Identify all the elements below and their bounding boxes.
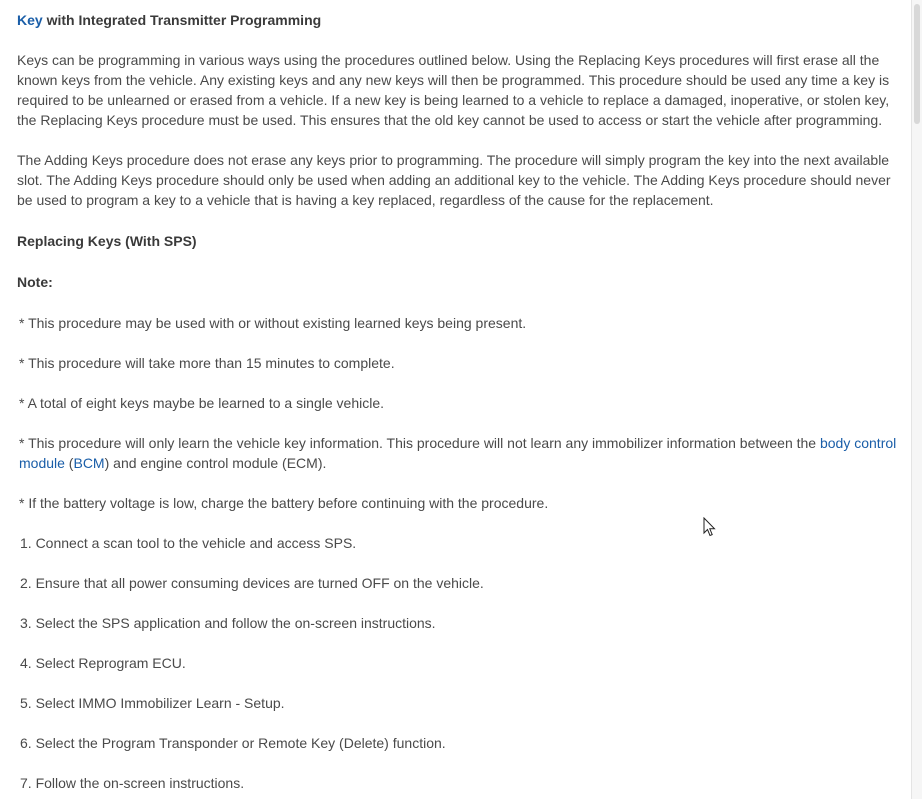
- note-item-battery: * If the battery voltage is low, charge the battery before continuing with the procedure.: [19, 495, 549, 511]
- note-item: * A total of eight keys maybe be learned to a single vehicle.: [19, 395, 385, 411]
- note-label: Note:: [17, 274, 53, 290]
- adding-keys-paragraph: The Adding Keys procedure does not erase any keys prior to programming. The procedure will simply program the key into the next available slot. The Adding Keys procedure should only be used when adding an additional key to the vehicle. The Adding Keys procedure should never be used to program a key to a vehicle that is having a key replaced, regardless of the cause for the replacement.: [17, 152, 891, 208]
- intro-paragraph: Keys can be programming in various ways using the procedures outlined below. Using the Replacing Keys procedures will first erase all the known keys from the vehicle. Any existing keys and any new keys will then be programmed. This procedure should be used any time a key is required to be unlearned or erased from a vehicle. If a new key is being learned to a vehicle to replace a damaged, inoperative, or stolen key, the Replacing Keys procedure must be used. This ensures that the old key cannot be used to access or start the vehicle after programming.: [17, 52, 890, 128]
- note-item: * This procedure will take more than 15 minutes to complete.: [19, 355, 395, 371]
- scrollbar-thumb[interactable]: [914, 4, 920, 124]
- section-heading: Replacing Keys (With SPS): [17, 233, 197, 249]
- note-bcm-paren: (: [64, 455, 74, 471]
- note-item: * This procedure may be used with or without existing learned keys being present.: [19, 315, 527, 331]
- note-item-bcm: [17, 433, 902, 473]
- step-item: 4. Select Reprogram ECU.: [20, 655, 186, 671]
- step-item: 6. Select the Program Transponder or Remote Key (Delete) function.: [20, 735, 446, 751]
- bcm-link[interactable]: BCM: [73, 455, 105, 471]
- vertical-scrollbar[interactable]: [911, 0, 922, 799]
- step-item: 7. Follow the on-screen instructions.: [20, 775, 245, 791]
- note-bcm-tail: ) and engine control module (ECM).: [104, 455, 327, 471]
- step-item: 5. Select IMMO Immobilizer Learn - Setup.: [20, 695, 285, 711]
- key-link[interactable]: Key: [17, 12, 43, 28]
- document-content: [17, 0, 902, 799]
- page-title-text: with Integrated Transmitter Programming: [42, 12, 322, 28]
- step-item: 1. Connect a scan tool to the vehicle and access SPS.: [20, 535, 357, 551]
- note-bcm-text: * This procedure will only learn the vehicle key information. This procedure will not learn any immobilizer information between the: [19, 435, 820, 451]
- body-control-module-link[interactable]: body control module: [19, 435, 897, 471]
- step-item: 3. Select the SPS application and follow the on-screen instructions.: [20, 615, 436, 631]
- page-title: [17, 10, 321, 30]
- step-item: 2. Ensure that all power consuming devices are turned OFF on the vehicle.: [20, 575, 484, 591]
- mouse-cursor-icon: [703, 517, 717, 537]
